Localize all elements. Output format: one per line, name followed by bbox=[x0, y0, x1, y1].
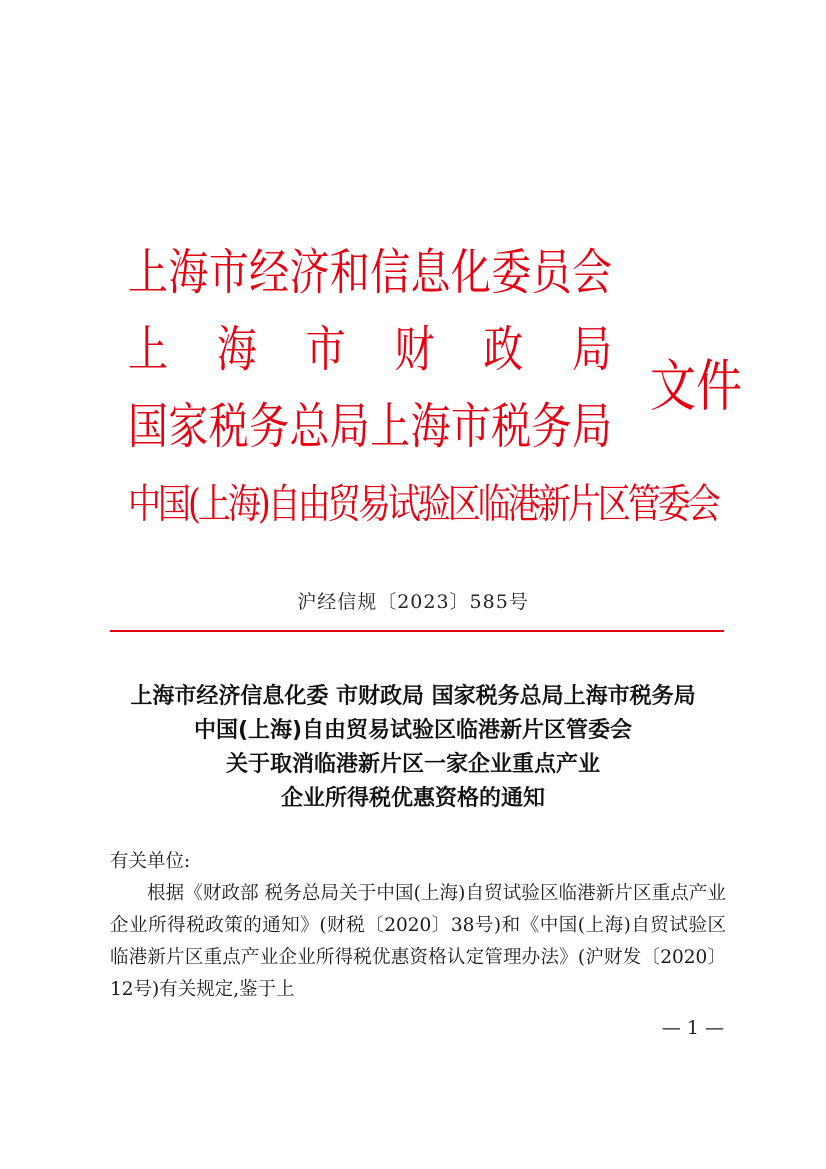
issuer-char: 税 bbox=[208, 399, 249, 456]
issuer-char: 家 bbox=[168, 399, 209, 456]
issuer-char: 局 bbox=[329, 399, 370, 456]
issuer-char: 上 bbox=[128, 245, 168, 302]
issuer-char: 化 bbox=[450, 245, 491, 302]
issuer-char: 会 bbox=[571, 245, 612, 302]
title-line-2: 中国(上海)自由贸易试验区临港新片区管委会 bbox=[193, 718, 633, 743]
page-number: — 1 — bbox=[661, 1017, 724, 1039]
issuer-char: 局 bbox=[571, 399, 612, 456]
issuer-char: 济 bbox=[289, 245, 330, 302]
issuer-char: 总 bbox=[289, 399, 330, 456]
issuer-char: 局 bbox=[571, 322, 612, 379]
issuer-char: 海 bbox=[216, 322, 257, 379]
body-paragraph-1: 根据《财政部 税务总局关于中国(上海)自贸试验区临港新片区重点产业企业所得税政策的通知》(财税〔2020〕38号)和《中国(上海)自贸试验区临港新片区重点产业企业所得税优惠资格认定管理办法》(沪财发〔2020〕12号)有关规定,鉴于上 bbox=[110, 883, 726, 1000]
document-suffix: 文件 bbox=[650, 353, 742, 419]
issuer-char: 市 bbox=[450, 399, 491, 456]
issuer-char: 市 bbox=[305, 322, 346, 379]
issuer-char: 国 bbox=[128, 399, 168, 456]
issuer-line-4: 中国(上海)自由贸易试验区临港新片区管委会 bbox=[128, 479, 718, 528]
issuer-char: 务 bbox=[531, 399, 572, 456]
issuer-char: 息 bbox=[410, 245, 451, 302]
issuer-char: 委 bbox=[491, 245, 532, 302]
title-line-1: 上海市经济信息化委 市财政局 国家税务总局上海市税务局 bbox=[130, 684, 696, 709]
issuer-line-2 bbox=[128, 321, 612, 380]
issuer-char: 政 bbox=[483, 322, 524, 379]
issuer-char: 员 bbox=[531, 245, 572, 302]
issuer-char: 务 bbox=[249, 399, 290, 456]
issuer-char: 财 bbox=[394, 322, 435, 379]
issuer-char: 上 bbox=[370, 399, 411, 456]
issuer-char: 海 bbox=[410, 399, 451, 456]
issuer-line-1 bbox=[128, 244, 612, 303]
issuer-char: 和 bbox=[329, 245, 370, 302]
issuer-line-3 bbox=[128, 398, 612, 457]
document-number: 沪经信规〔2023〕585号 bbox=[297, 591, 529, 613]
issuer-char: 信 bbox=[370, 245, 411, 302]
notice-title bbox=[0, 680, 826, 816]
issuer-char: 经 bbox=[249, 245, 290, 302]
issuer-char: 上 bbox=[128, 322, 168, 379]
title-line-4: 企业所得税优惠资格的通知 bbox=[280, 786, 545, 811]
body-text bbox=[110, 846, 726, 1006]
issuer-char: 海 bbox=[168, 245, 209, 302]
title-line-3: 关于取消临港新片区一家企业重点产业 bbox=[225, 752, 600, 777]
salutation: 有关单位: bbox=[110, 851, 191, 872]
issuer-char: 市 bbox=[208, 245, 249, 302]
issuer-char: 税 bbox=[491, 399, 532, 456]
red-divider-line bbox=[110, 630, 724, 632]
